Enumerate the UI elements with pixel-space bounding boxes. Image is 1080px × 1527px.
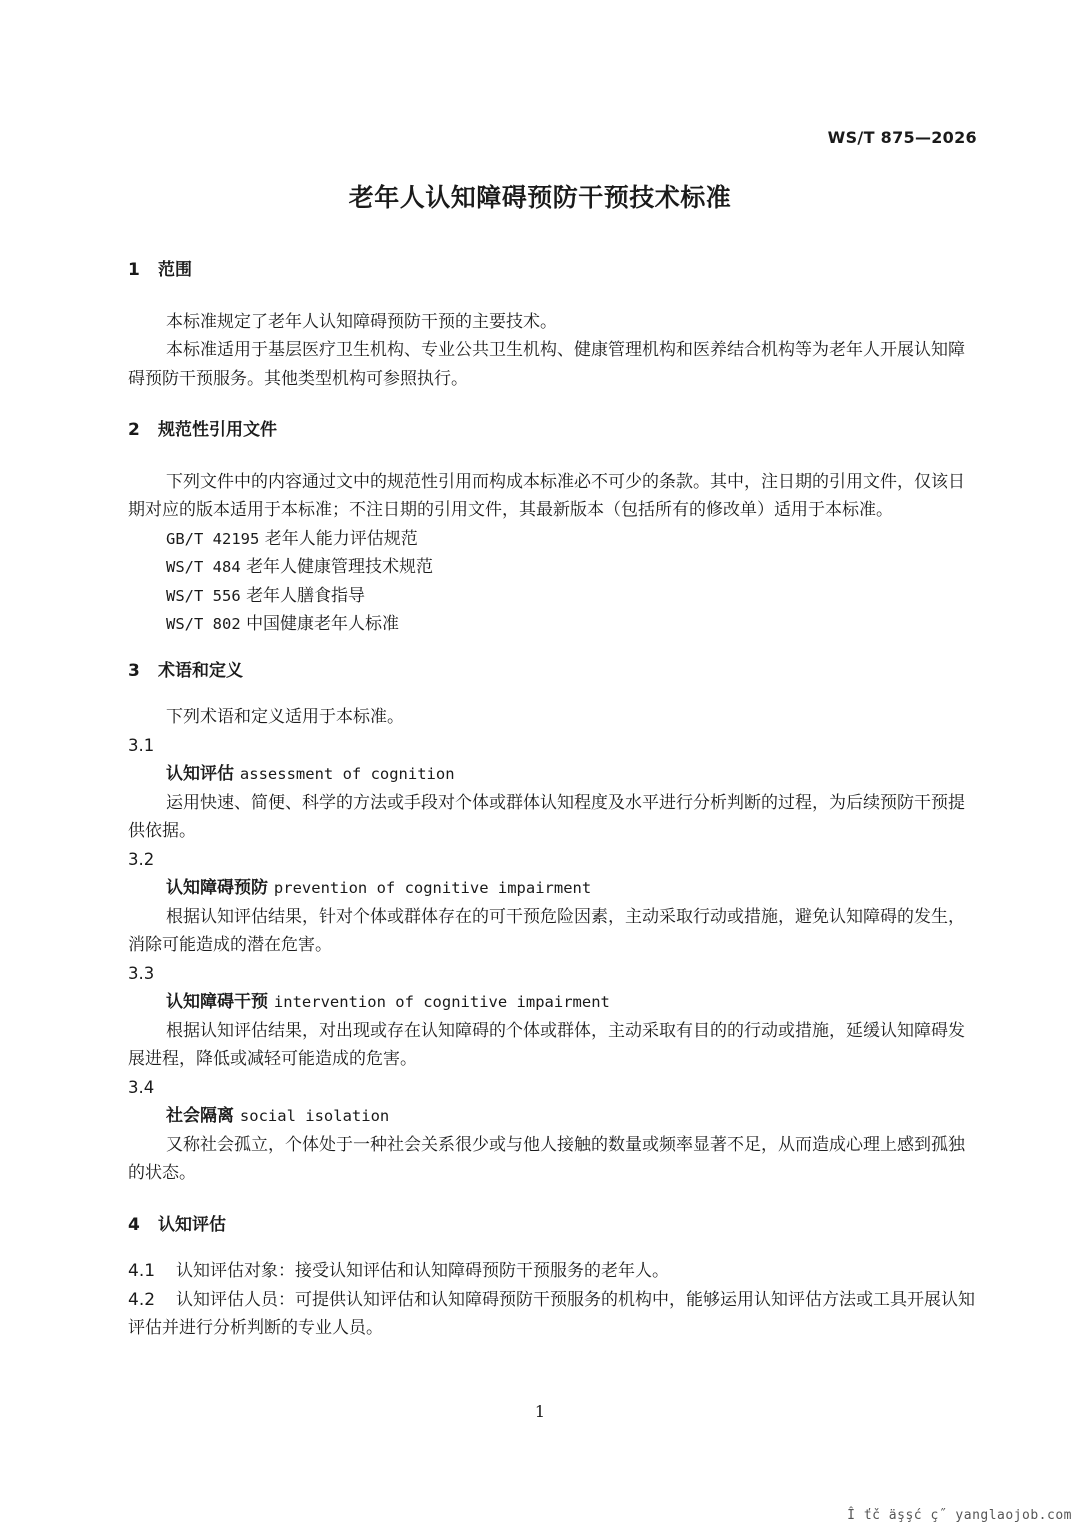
watermark: Î ťč äşşć ç˝ yanglaojob.com: [847, 1508, 1072, 1523]
paragraph: 本标准适用于基层医疗卫生机构、专业公共卫生机构、健康管理机构和医养结合机构等为老年人开展认知障碍预防干预服务。其他类型机构可参照执行。: [128, 340, 965, 389]
document-body: [128, 256, 978, 1343]
reference-item: WS/T 484 老年人健康管理技术规范: [166, 557, 434, 577]
reference-item: WS/T 556 老年人膳食指导: [166, 585, 366, 606]
section-normative-references: [128, 416, 978, 639]
section-terms-definitions: [128, 657, 978, 1188]
section-cognitive-assessment: [128, 1211, 978, 1343]
term-definition: 根据认知评估结果，针对个体或群体存在的可干预危险因素，主动采取行动或措施，避免认知障碍的发生，消除可能造成的潜在危害。: [128, 906, 965, 955]
term-definition: 又称社会孤立，个体处于一种社会关系很少或与他人接触的数量或频率显著不足，从而造成心理上感到孤独的状态。: [128, 1134, 965, 1183]
paragraph: 下列术语和定义适用于本标准。: [166, 707, 404, 727]
term-number: 3.1: [128, 735, 155, 755]
section-heading: 4 认知评估: [128, 1214, 226, 1235]
section-heading: 1 范围: [128, 260, 192, 280]
paragraph: 本标准规定了老年人认知障碍预防干预的主要技术。: [166, 311, 557, 332]
term-title: 认知障碍干预 intervention of cognitive impairment: [166, 992, 610, 1012]
term-definition: 运用快速、简便、科学的方法或手段对个体或群体认知程度及水平进行分析判断的过程，为后续预防干预提供依据。: [128, 792, 965, 841]
term-title: 认知障碍预防 prevention of cognitive impairment: [166, 878, 592, 898]
term-title: 社会隔离 social isolation: [166, 1106, 390, 1126]
reference-item: WS/T 802 中国健康老年人标准: [166, 614, 400, 634]
term-definition: 根据认知评估结果，对出现或存在认知障碍的个体或群体，主动采取有目的的行动或措施，延缓认知障碍发展进程，降低或减轻可能造成的危害。: [128, 1020, 965, 1069]
document-title: 老年人认知障碍预防干预技术标准: [348, 183, 732, 212]
standard-code: WS/T 875—2026: [827, 128, 977, 147]
term-number: 3.3: [128, 963, 155, 983]
term-number: 3.4: [128, 1077, 155, 1097]
paragraph: 下列文件中的内容通过文中的规范性引用而构成本标准必不可少的条款。其中，注日期的引用文件，仅该日期对应的版本适用于本标准；不注日期的引用文件，其最新版本（包括所有的修改单）适用于本标准。: [128, 471, 965, 520]
section-heading: 2 规范性引用文件: [128, 420, 277, 440]
clause-item: 4.2 认知评估人员：可提供认知评估和认知障碍预防干预服务的机构中，能够运用认知评估方法或工具开展认知评估并进行分析判断的专业人员。: [128, 1289, 975, 1338]
reference-item: GB/T 42195 老年人能力评估规范: [166, 528, 418, 549]
clause-item: 4.1 认知评估对象：接受认知评估和认知障碍预防干预服务的老年人。: [128, 1261, 669, 1281]
term-number: 3.2: [128, 849, 155, 869]
section-heading: 3 术语和定义: [128, 660, 243, 681]
term-title: 认知评估 assessment of cognition: [166, 764, 455, 784]
page-number: 1: [534, 1402, 546, 1421]
section-scope: [128, 256, 978, 393]
